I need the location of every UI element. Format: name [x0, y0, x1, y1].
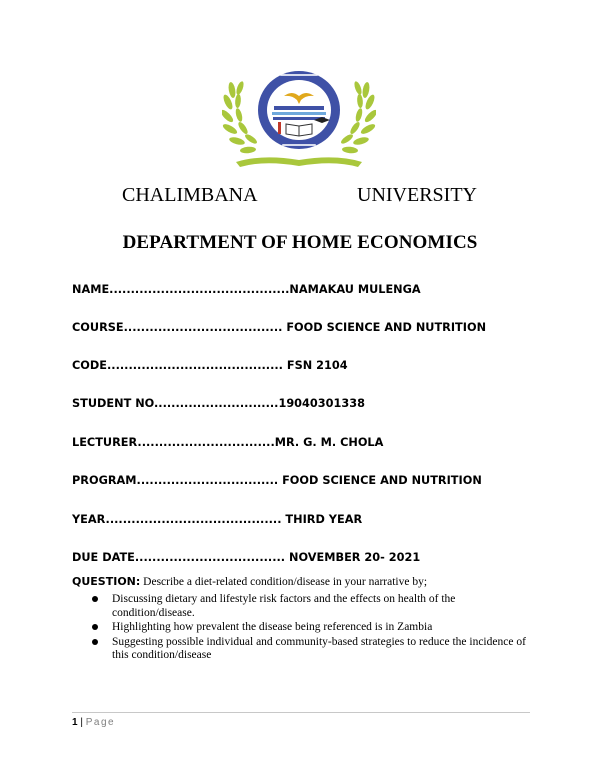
university-name	[0, 184, 600, 210]
bullet-icon	[92, 639, 98, 645]
university-name-word2: UNIVERSITY	[357, 184, 477, 206]
department-title: DEPARTMENT OF HOME ECONOMICS	[122, 232, 478, 253]
university-logo	[222, 66, 376, 170]
code-field: CODE......................................... FSN 2104	[72, 359, 348, 372]
lecturer-field: LECTURER................................MR. G. M. CHOLA	[72, 436, 384, 449]
bullet-icon	[92, 596, 98, 602]
list-item	[72, 636, 532, 663]
footer-separator: |	[77, 717, 86, 728]
name-field: NAME..........................................NAMAKAU MULENGA	[72, 283, 421, 296]
page-footer	[72, 717, 115, 728]
list-item	[72, 621, 532, 635]
bullet-text: Discussing dietary and lifestyle risk factors and the effects on health of the condition/disease.	[112, 593, 456, 619]
bullet-text: Suggesting possible individual and community-based strategies to reduce the incidence of this condition/disease	[112, 635, 526, 661]
question-line	[72, 575, 532, 589]
program-field: PROGRAM................................. FOOD SCIENCE AND NUTRITION	[72, 474, 482, 487]
student-no-field: STUDENT NO.............................19040301338	[72, 397, 365, 410]
question-bullets	[72, 593, 532, 663]
course-field: COURSE..................................... FOOD SCIENCE AND NUTRITION	[72, 321, 487, 334]
year-field: YEAR......................................... THIRD YEAR	[72, 513, 363, 526]
university-name-word1: CHALIMBANA	[122, 184, 258, 206]
bullet-icon	[92, 624, 98, 630]
bullet-text: Highlighting how prevalent the disease being referenced is in Zambia	[112, 621, 433, 633]
footer-divider	[72, 712, 530, 713]
list-item	[72, 593, 532, 620]
page-number: 1	[72, 717, 78, 728]
page-label: Page	[85, 717, 116, 728]
due-date-field: DUE DATE................................... NOVEMBER 20- 2021	[72, 551, 421, 564]
question-label: QUESTION:	[72, 575, 141, 588]
question-text: Describe a diet-related condition/disease in your narrative by;	[140, 576, 428, 588]
question-block	[72, 575, 532, 664]
